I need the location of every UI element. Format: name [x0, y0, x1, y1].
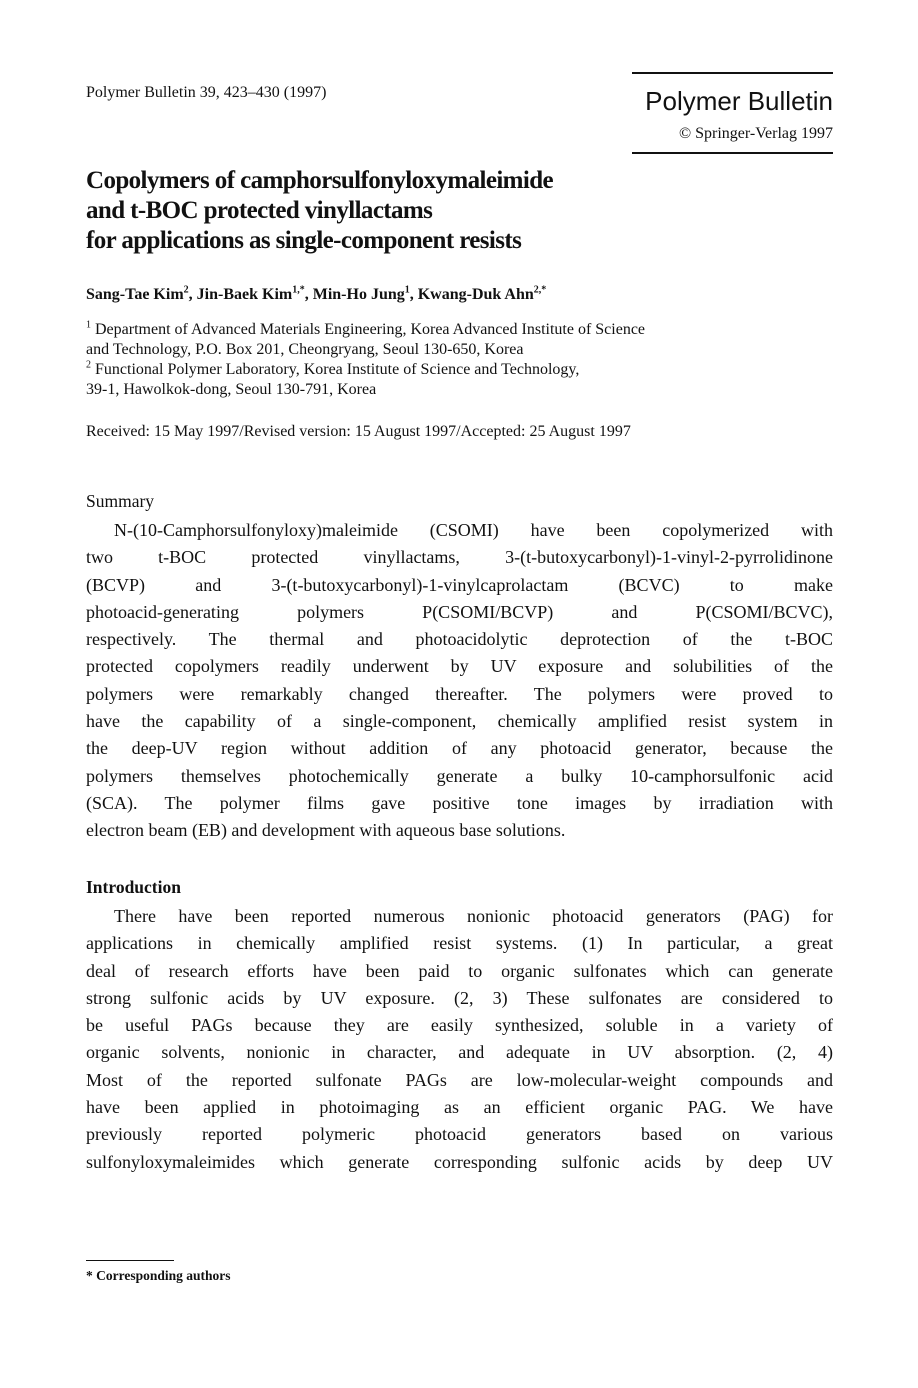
author-affiliation-mark: 1 [404, 284, 410, 296]
journal-name: Polymer Bulletin [645, 86, 833, 116]
affiliation-mark: 1 [86, 319, 91, 331]
copyright-notice: © Springer-Verlag 1997 [678, 125, 833, 142]
text-line: electron beam (EB) and development with aqueous base solutions. [86, 820, 566, 841]
journal-citation: Polymer Bulletin 39, 423–430 (1997) [86, 84, 327, 101]
summary-heading: Summary [86, 491, 155, 511]
text-line: have been applied in photoimaging as an efficient organic PAG. We have [86, 1097, 833, 1118]
introduction-heading: Introduction [86, 877, 181, 897]
footnote: * Corresponding authors [86, 1268, 231, 1283]
author-separator: , [188, 286, 197, 303]
author-affiliation-mark: 2,* [533, 284, 547, 296]
summary-paragraph [86, 517, 833, 845]
text-line: be useful PAGs because they are easily synthesized, soluble in a variety of [86, 1015, 833, 1036]
title-line: Copolymers of camphorsulfonyloxymaleimide [86, 167, 554, 194]
affiliations [86, 320, 846, 400]
text-line: protected copolymers readily underwent by UV exposure and solubilities of the [86, 656, 833, 677]
affiliation-line: 39-1, Hawolkok-dong, Seoul 130-791, Korea [86, 381, 377, 398]
text-line: two t-BOC protected vinyllactams, 3-(t-butoxycarbonyl)-1-vinyl-2-pyrrolidinone [86, 547, 833, 568]
text-line: There have been reported numerous nonionic photoacid generators (PAG) for [114, 906, 833, 926]
received-dates: Received: 15 May 1997/Revised version: 15 August 1997/Accepted: 25 August 1997 [86, 423, 631, 440]
text-line: respectively. The thermal and photoacidolytic deprotection of the t-BOC [86, 629, 833, 650]
text-line: N-(10-Camphorsulfonyloxy)maleimide (CSOMI) have been copolymerized with [114, 520, 833, 540]
introduction-paragraph [86, 903, 833, 1176]
author-separator: , [304, 286, 313, 303]
text-line: photoacid-generating polymers P(CSOMI/BCVP) and P(CSOMI/BCVC), [86, 601, 833, 622]
text-line: polymers were remarkably changed thereafter. The polymers were proved to [86, 683, 833, 704]
author-name: Min-Ho Jung [312, 286, 405, 303]
text-line: applications in chemically amplified resist systems. (1) In particular, a great [86, 933, 833, 954]
text-line: (SCA). The polymer films gave positive tone images by irradiation with [86, 792, 833, 813]
title-line: and t-BOC protected vinyllactams [86, 197, 433, 224]
masthead-bottom-rule [632, 152, 833, 154]
text-line: Most of the reported sulfonate PAGs are low-molecular-weight compounds and [86, 1069, 833, 1090]
paper-title [86, 166, 706, 256]
author-separator: , [409, 286, 418, 303]
text-line: strong sulfonic acids by UV exposure. (2, 3) These sulfonates are considered to [86, 987, 833, 1008]
footnote-rule [86, 1260, 174, 1261]
author-name: Sang-Tae Kim [86, 286, 184, 303]
text-line: deal of research efforts have been paid to organic sulfonates which can generate [86, 960, 833, 981]
author-name: Kwang-Duk Ahn [417, 286, 534, 303]
author-affiliation-mark: 1,* [292, 284, 305, 296]
text-line: (BCVP) and 3-(t-butoxycarbonyl)-1-vinylcaprolactam (BCVC) to make [86, 574, 833, 595]
author-name: Jin-Baek Kim [196, 286, 293, 303]
text-line: the deep-UV region without addition of any photoacid generator, because the [86, 738, 833, 759]
affiliation-line [86, 320, 846, 340]
journal-masthead [632, 72, 833, 154]
affiliation-line [86, 360, 846, 380]
text-line: have the capability of a single-component, chemically amplified resist system in [86, 711, 833, 732]
title-line: for applications as single-component resists [86, 227, 522, 254]
affiliation-line: and Technology, P.O. Box 201, Cheongryang, Seoul 130-650, Korea [86, 341, 524, 358]
author-affiliation-mark: 2 [183, 284, 189, 296]
masthead-top-rule [632, 72, 833, 74]
text-line: sulfonyloxymaleimides which generate corresponding sulfonic acids by deep UV [86, 1151, 833, 1172]
text-line: polymers themselves photochemically generate a bulky 10-camphorsulfonic acid [86, 765, 833, 786]
author-list [86, 286, 546, 304]
text-line: organic solvents, nonionic in character, and adequate in UV absorption. (2, 4) [86, 1042, 833, 1063]
affiliation-mark: 2 [86, 359, 91, 371]
affiliation-text: Functional Polymer Laboratory, Korea Institute of Science and Technology, [95, 361, 580, 378]
text-line: previously reported polymeric photoacid generators based on various [86, 1124, 833, 1145]
affiliation-text: Department of Advanced Materials Engineering, Korea Advanced Institute of Science [95, 321, 646, 338]
